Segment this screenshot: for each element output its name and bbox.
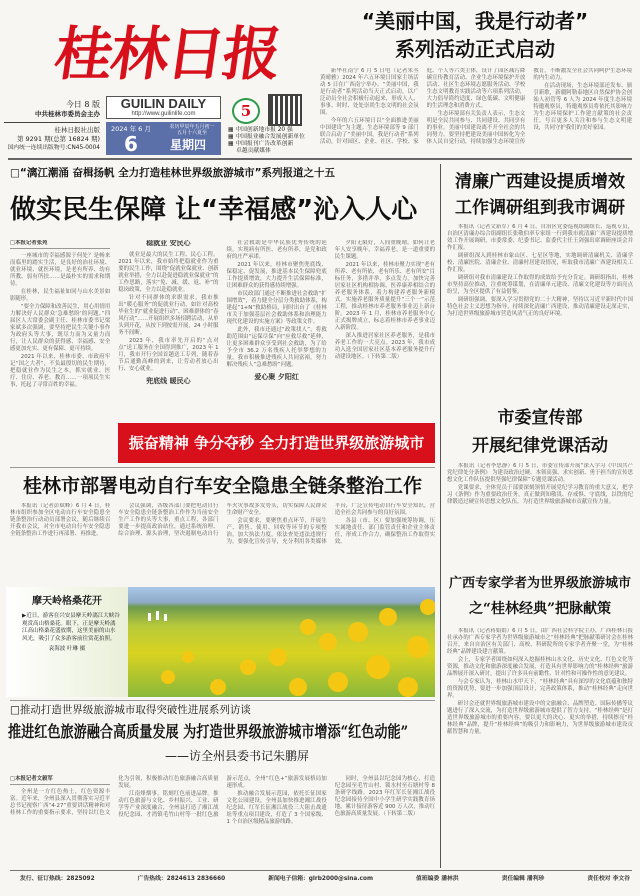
paragraph: 党课要求，全体党员干部要深刻领悟开展党纪学习教育的重大意义，把学习《条例》作为重要政治任务，真正做到知敬畏、存戒惧、守底线，以铁的纪律锻造过硬宣传思想文化队伍，为打造世界级旅游城市贡献宣传力量。 (447, 485, 633, 505)
photo-title: 摩天岭格桑花开 (32, 596, 102, 607)
paragraph: 调研组对我市清廉建设工作取得的成效给予充分肯定。调研组指出，桂林市坚持高位推动，注重统筹谋划，在清廉单元建设、清廉文化建设等方面亮点纷呈，为全区提供了有益借鉴。 (447, 275, 633, 295)
paragraph: 2021 年以来，桂林市聚焦兜底线、保稳定、促发展，推进基本民生保障兜底工作提质增效，大力提升生活保障标准，让困难群众的获得感持续增强。 (226, 262, 327, 289)
photo-caption: ▶近日，游客在兴安县摩天岭漓江大峡谷观赏高山格桑花。眼下，正是摩天岭漓江高山格桑花盛放期，这里美丽的山水风光，吸引了众多游客前往赏花拍照。 (22, 613, 120, 642)
section-subheading: 兜底线 暖民心 (146, 377, 191, 385)
honor-item: ▦ 中国报业融合发展创新单位 (228, 134, 305, 140)
paragraph: 此外，我市还通过“政策找人”，将救助范围由“运保尽保”向“应救尽救”延伸，让更多困难群众享受到社会救助，为了给予全市 36.2 万名残疾人托举梦想的力量，我市积极推进残疾人共同富裕，努力解决残疾人“急难愁盼”问题。 (226, 327, 327, 368)
cn-number: 国内统一连续出版物号:CN45-0004 (7, 145, 100, 151)
paragraph: 会上，专家学者围绕如何深入挖掘桂林山水文化、历史文化、红色文化等资源，推动文化和旅游深度融合发展，打造具有世界影响力的“桂林经典”旅游品牌展开深入研讨，提出了许多具有前瞻性、针对性和可操作性的意见建议。 (447, 657, 633, 677)
anniversary-emblem-icon: 5 (232, 98, 260, 124)
paragraph: 调研组深入到桂林市象山区、七星区等地，实地调研清廉机关、清廉学校、清廉医院、清廉企业、清廉村居建设情况，听取我市清廉广西建设相关工作汇报。 (447, 253, 633, 273)
paragraph: 与会专家认为，桂林山水甲天下，“桂林经典”具有深厚的文化底蕴和独特的资源优势，要进一步加强顶层设计，完善政策体系，推动“桂林经典”走向世界。 (447, 679, 633, 699)
top-story-title-1[interactable]: “美丽中国，我是行动者” (361, 9, 589, 33)
solar-term: 五月十六夏至 (176, 130, 207, 136)
top-story-body (320, 68, 632, 152)
paragraph: 推动融合发展示范园，依托长征国家文化公园建设，全州县加快推进湘江战役纪念园、红军长征湘江战役三大阻击战遗址等重点项目建设，打造了 3 个国家级、1 个自治区级精品旅游线路。 (226, 791, 327, 825)
lunar-date: 农历甲辰年五月初一 (169, 124, 215, 130)
a2-title-1[interactable]: 市委宣传部 (497, 408, 583, 428)
footer-proofreader: 责任校对 李文谷 (587, 876, 630, 882)
honors-list (228, 127, 305, 155)
paragraph: 各县（市、区）要加强统筹协调，压实属地责任、部门监管责任和企业主体责任，形成工作合力，确保整治工作取得实效。 (334, 518, 435, 545)
red-tourism-headline[interactable]: 推进红色旅游融合高质量发展 为打造世界级旅游城市增添“红色动能” (8, 722, 409, 741)
paragraph: “要全力保障和改善民生，用心用情用力解决好人民群众‘急难愁盼’的问题。”四届区人大常委会副主任、桂林市委书记梁家斌多次强调，要坚持把民生关键小事作为政府头等大事，既尽力而为又量力而行，让人民群众的获得感、幸福感、安全感更加充实、更有保障、更可持续。 (10, 304, 111, 352)
photo-credit: 袁海波 叶琳 摄 (48, 646, 86, 652)
a3-title-1[interactable]: 广西专家学者为世界级旅游城市 (448, 576, 631, 591)
a3-body (447, 628, 633, 868)
a1-title-2[interactable]: 工作调研组到我市调研 (455, 198, 625, 218)
paragraph: 本报讯（记者李思静）6 月 5 日，市委宣传部开展“深入学习《中国共产党纪律处分条例》 为建设政治过硬、本领高强、求实创新、勇于担当的宣传思想文化工作队伍提供坚强纪律保障”专题党课活动。 (447, 463, 633, 483)
a1-body (447, 224, 633, 399)
paragraph: 针对不同群体的求职需求，我市推出“暖心服务”的促就业行动，如针对高校毕业生的“就业促进行动”、困难群体的“春风行动”……开展组织多场招聘活动，从单头到开花，从按下到按需开展，24 小时服务不间断。 (118, 295, 219, 336)
paragraph: 深入推进居家社区养老服务，是我市养老工作的一大亮点。2023 年，我市成功入选全国居家社区基本养老服务提升行动建设地区。（下转第二版） (334, 333, 435, 360)
paragraph: 今年的六五环境日以“全面推进美丽中国建设”为主题。生态环境部等 9 部门联合启动了“美丽中国，我是行动者”系列活动，针对园区、企业、社区、学校、家庭、个人等六类主体，设计了园区减污降碳宣传教育活动、企业生态环境保护开放活动、社区生态环境志愿服务活动、学校生态文明教育实践活动等六项系列活动，大力倡导简约适度、绿色低碳、文明健康的生活理念和消费方式。 (320, 68, 526, 145)
a3-title-2[interactable]: 之“桂林经典”把脉献策 (468, 601, 612, 617)
column-divider (440, 164, 441, 868)
a1-title-1[interactable]: 清廉广西建设提质增效 (455, 172, 625, 192)
paragraph: 市民政部门通过不断推进社会救助“扩围增效”，着力健全分层分类救助体系，构建起“1+N”救助格局，同时出台了《桂林市关于加强基层社会救助体系和治理能力现代化建设的实施方案》等政策文件。 (226, 291, 327, 325)
footer-info (20, 875, 630, 883)
paragraph: 本报讯（记者文新军）6 月 4 日，自治区党委巡视组副组长、巡视专员，自治区清廉办综合组副组长张敬伯率专家组一行到我市就清廉广西建设提质增效工作开展调研，市委常委、纪委书记、监委代主任王剑强出席调研座谈会并作汇报。 (447, 224, 633, 251)
footer-responsible-editor: 责任编辑 潘利珍 (501, 876, 545, 882)
paragraph: 2021 年以来，桂林市委、市政府牢记“国之大者”，不负最殷切的民生期待，把稳就业作为民生之本，抓实就业、医疗、住房、养老、教育……一项项民生实事，托起了寻常百姓的幸福。 (10, 354, 111, 388)
lead-headline[interactable]: 做实民生保障 让“幸福感”沁入人心 (10, 195, 418, 225)
paragraph: 一座城市的幸福感源于何处？是畅来而临里的踏实生活，是良好的治社环境、就业环境、就医环境，是老有所养、幼有所教、弱有所扶……是最朴实的需求和期待。 (10, 253, 111, 287)
paragraph: 本报讯（记者蒋娟娟）6 月 5 日，由广西社会科学院主办，广西桂林日报社承办的广西专家学者为世界级旅游城市之“桂林经典”把脉献策研讨会在桂林召开，来自自治区有关部门、高校、科研院所的专家学者齐聚一堂，为“桂林经典”品牌建设建言献策。 (447, 628, 633, 655)
a2-body (447, 463, 633, 563)
paragraph: 夕阳无限好，人间重晚晴。如何让老年人安享晚年，幸福养老，是一道重要的民生课题。 (334, 240, 435, 260)
paragraph: 社会救助是中华民族优秀传统的延续，实现病有所医、老有所养，是党和政府的庄严承诺。 (226, 240, 327, 260)
paragraph: 本报讯（记者彭斌峰）6 月 4 日，桂林市组织参加全区电动自行车安全隐患全链条整治行动动员部署会议，随后继续召开我市会议，对全市电动自行车安全隐患全链条整治工作进行再部署、再推进。 (10, 503, 111, 537)
qr-code-icon[interactable] (270, 96, 300, 124)
lead-kicker: □“漓江潮涌 奋楫扬帆 全力打造桂林世界级旅游城市”系列报道之十五 (10, 167, 336, 179)
paragraph: 会议强调，各级各部门要把电动自行车安全隐患全链条整治工作作为当前安全生产工作的头等大事，重点工程，各部门要进一步提高政治站位，通过系统治理、综合治理、源头治理，坚决遏制电动自行车火灾事故多发势头，切实保障人民群众生命财产安全。 (118, 503, 327, 537)
paragraph: 调研组强调，要深入学习贯彻党的二十大精神，坚持以习近平新时代中国特色社会主义思想为指导，持续深化清廉广西建设，推动清廉建设走深走实，为打造世界级旅游城市营造风清气正的良好环境。 (447, 297, 633, 317)
paragraph: 在桂林，民生福祉如同与山水美景如影随形。 (10, 289, 111, 302)
red-tourism-subtitle: ——访全州县委书记朱鹏屏 (165, 749, 310, 763)
english-name: GUILIN DAILY (120, 96, 207, 111)
paragraph: 新华社南宁 6 月 5 日电（记者朱丞 黄晴雅）2024 年六五环境日国家主场活动 5 日在广西南宁举办。“美丽中国，我是行动者”系列活动当天正式启动，以广泛动员全社会积极行动起来，形成人人、事事、时时、处处崇尚生态文明的社会氛围。 (320, 68, 419, 116)
english-name-box (106, 96, 221, 119)
red-tourism-headline-wrap (8, 720, 436, 744)
honor-item: ▦ 中国创新地市报 20 强 (228, 127, 293, 133)
paragraph: 研讨会还就世界级旅游城市建设中的文旅融合、品牌塑造、国际传播等议题进行了深入交流，为打造世界级旅游城市提供了智力支持。“桂林经典”是打造世界级旅游城市的重要内容，要以更大的决心、更实的举措，持续擦亮“桂林经典”品牌，提升“桂林经典”的吸引力和影响力，为世界级旅游城市建设贡献智慧和力量。 (447, 701, 633, 735)
page-count: 今日 8 版 (65, 100, 100, 109)
paragraph: 江南烽烟事，铭刻红色前进品牌。推动红色旅游与文化、乡村振兴、工业、研学等产业深度融合，全州县打造了湘江战役纪念园、才湾镇毛竹山村等一批红色旅游示范点，全州“红色+”旅游发展格局加速形成。 (118, 776, 327, 818)
slogan-banner: 振奋精神 争分夺秒 全力打造世界级旅游城市 (118, 423, 435, 463)
publisher: 桂林日报社出版 (54, 126, 100, 134)
date-day: 6 (124, 132, 138, 156)
sponsor: 中共桂林市委员会主办 (35, 110, 100, 118)
masthead-logo: 桂林日报 (50, 20, 284, 88)
honor-item: 卓越贡献媒体 (236, 148, 271, 154)
byline: □本报记者张苑 (10, 240, 110, 249)
paragraph: 同时，全州县以纪念园为核心，打造纪念园至毛竹山村、锁水村至石塘村等 8 条研学线路。2023 年红军长征湘江战役纪念园接待全国中小学生研学实践教育场地，累计接待游客近 900 万人次，推动红色旅游高质量发展。（下转第二版） (334, 776, 435, 817)
date-box (106, 122, 221, 155)
byline: □本报记者文毅军 (10, 776, 110, 785)
paragraph: 生态环境部有关负责人表示，生态文明是全民共同参与、共同建设、共同享有的事业。美丽中国建设离不开全社会的共同努力，要坚持把建设美丽中国转化为全体人民自觉行动，持续加强生态环境宣传教育，不断激发全社会共同呵护生态环境的内生动力。 (426, 68, 632, 145)
flower-field-photo[interactable] (128, 587, 435, 697)
paragraph: 会议要求，要聚焦重点环节，开展生产、销售、使用、回收等环节的专项整治，加大执法力度，依法查处违法违规行为。要强化宣传引导，充分利用各类媒体平台，广泛宣传电动自行车安全知识，营造全社会共同参与的良好氛围。 (226, 503, 435, 545)
footer-duty-editor: 值班编委 潘林洪 (416, 876, 459, 882)
section-subheading: 稳就业 安民心 (146, 240, 191, 247)
footer-email: 新闻电子信箱：glrb2000@sina.com (268, 876, 373, 882)
paragraph: 2023 年，我市率先开启的“点对点”送工服务在全国得到推广，2023 年 1 月，我市开行全国首趟送工专列，随着春节后通勤高峰的到来，让劳动者放心出行、安心就业。 (118, 338, 219, 372)
weekday: 星期四 (170, 138, 207, 152)
ebike-body (10, 503, 435, 585)
paragraph: 就业是最大的民生工程、民心工程。2021 年以来，我市始终把稳就业作为重要的民生工作，围绕“促就业保就业、创新就业举措，全力以赴促进稳就业保就业”的工作思路，落实“免、减、缓、返、补”的稳岗政策，全力以赴稳就业。 (118, 252, 219, 293)
ebike-headline[interactable]: 桂林市部署电动自行车安全隐患全链条整治工作 (22, 475, 422, 497)
top-story-title-2[interactable]: 系列活动正式启动 (395, 37, 555, 61)
red-tourism-kicker: □推动打造世界级旅游城市取得突破性进展系列访谈 (10, 704, 251, 716)
paragraph: 在活动现场，生态环境部还发布、颁引新歌，新疆阿勒泰地区自然保护协会创始人初管等 6 人为 2024 年度生态环境特邀观察员，特邀观察员将依托其影响力为生态环境保护工作建言献策的社会责任，号召更多人关注和参与生态文明建设，共同守护我们的美好家园。 (533, 83, 632, 131)
paragraph: 2021 年以来，桂林市聚力实现“老有所养、老有所依、老有所乐、老有所安”目标任务，多措并举，多点发力，加快完善居家社区机构相协调、医养康养相结合的养老服务体系，着力构建养老服务新模式。实施养老服务质量提升“三个一”示范工程，推动桂林市养老服务事业迈上新台阶。2023 年 1 月，桂林市养老服务中心正式揭牌成立，标志着桂林市养老事业迈入新阶段。 (334, 262, 435, 331)
honor-item: ▦ 中国报刊广告改革创新 (228, 141, 294, 147)
issue-number: 第 9291 期(总第 16824 期) (16, 135, 100, 143)
website-url[interactable]: http://www.guilinlife.com (131, 111, 196, 117)
section-subheading: 爱心聚 夕阳红 (254, 373, 299, 381)
masthead-left-info (4, 100, 100, 153)
paragraph: 全州是一方红色热土，红色资源丰富。近年来，全州县深入贯彻落实习近平总书记视察广西“4·27”重要讲话精神和对桂林工作的重要指示要求，坚持以红色文化为引领，积极推动红色旅游融合高质量发展。 (10, 776, 219, 816)
date-year-month: 2024 年 6 月 (111, 125, 151, 133)
a2-title-2[interactable]: 开展纪律党课活动 (472, 436, 608, 456)
lead-body (10, 240, 435, 418)
flower-field-image (128, 587, 435, 697)
photo-caption-box (6, 587, 128, 697)
red-tourism-body (10, 772, 435, 868)
footer-ad-hotline: 广告热线：2824613 2836660 (137, 876, 226, 882)
footer-subscription: 发行、征订热线：2825092 (20, 876, 95, 882)
